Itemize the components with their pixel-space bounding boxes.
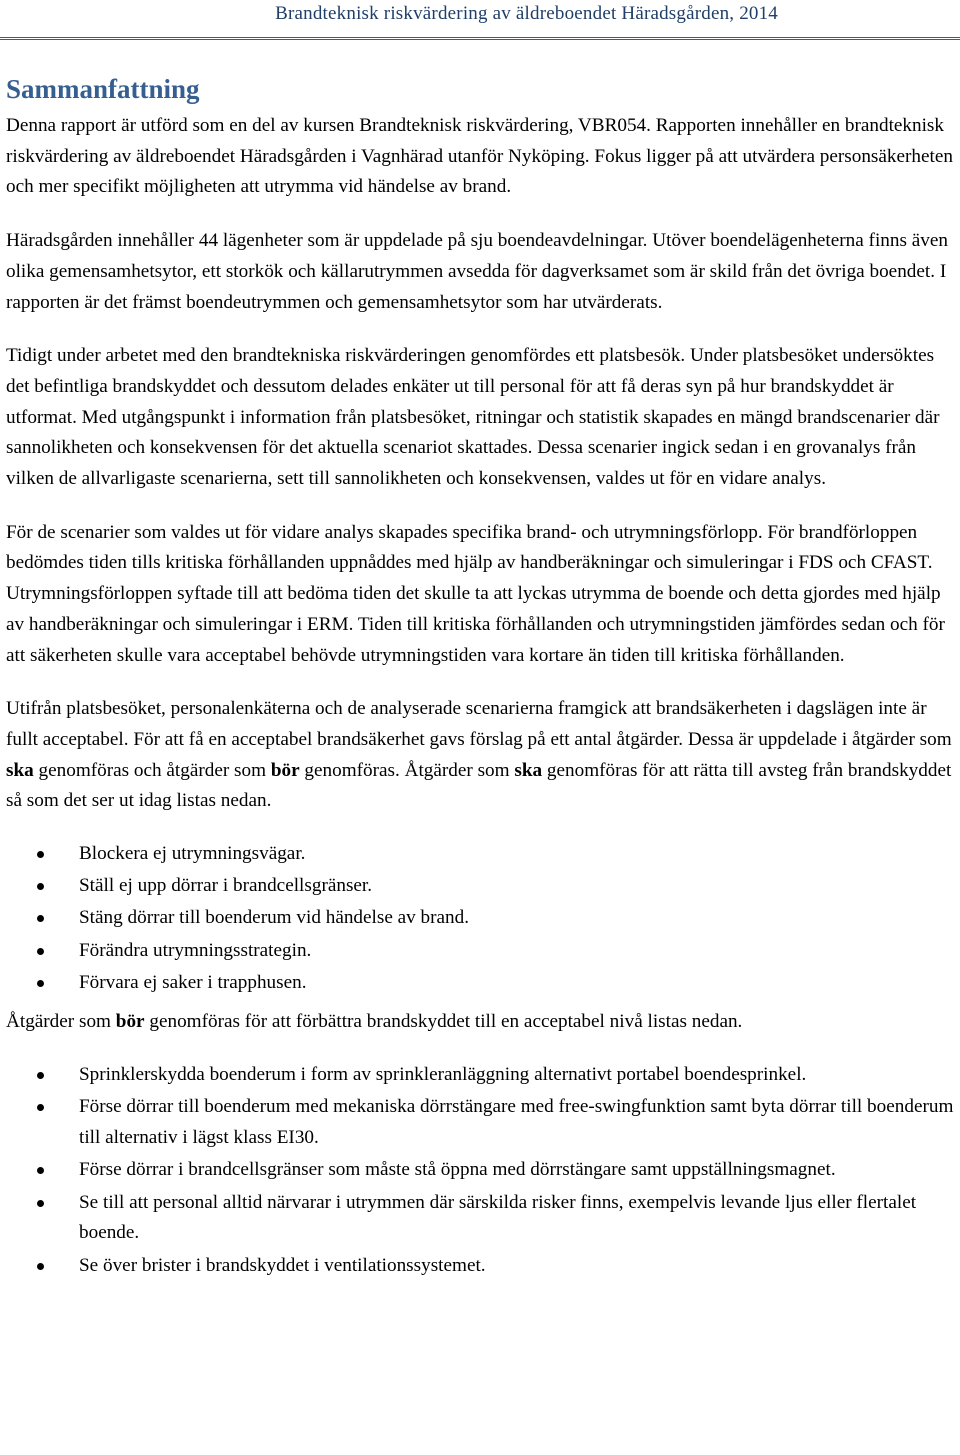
- paragraph-intro: Denna rapport är utförd som en del av kursen Brandteknisk riskvärdering, VBR054. Rapporten innehåller en brandteknisk riskvärdering av äldreboendet Häradsgården i Vagnhärad utanför Nyköping. Fokus ligger på att utvärdera personsäkerheten och mer specifikt möjligheten att utrymma vid händelse av brand.: [6, 115, 953, 198]
- bold-ska: ska: [6, 759, 34, 781]
- header-divider: [0, 37, 960, 40]
- bold-bor: bör: [115, 1010, 145, 1032]
- list-item-text: Förändra utrymningsstrategin.: [79, 939, 312, 961]
- text-segment: genomföras för att rätta till avsteg från brandskyddet så som det ser ut idag listas nedan.: [6, 759, 952, 812]
- bullet-icon: [37, 1167, 44, 1174]
- list-item: [6, 839, 956, 870]
- list-item-text: Förse dörrar i brandcellsgränser som måste stå öppna med dörrstängare samt uppställningsmagnet.: [79, 1159, 836, 1181]
- bullet-icon: [37, 980, 44, 987]
- list-item: [6, 968, 956, 999]
- list-item-text: Se till att personal alltid närvarar i utrymmen där särskilda risker finns, exempelvis levande ljus eller flertalet boende.: [79, 1191, 917, 1244]
- page-header: Brandteknisk riskvärdering av äldreboendet Häradsgården, 2014: [275, 3, 778, 24]
- bullet-icon: [37, 915, 44, 922]
- bullet-list-ska: [6, 839, 956, 999]
- list-item: [6, 1155, 956, 1186]
- paragraph-measures: [6, 694, 956, 817]
- paragraph-site-visit: Tidigt under arbetet med den brandtekniska riskvärderingen genomfördes ett platsbesök. Under platsbesöket undersöktes det befintliga brandskyddet och dessutom delades enkäter ut till personal för att få deras syn på hur brandskyddet är utformat. Med utgångspunkt i information från platsbesöket, ritningar och statistik skapades en mängd brandscenarier där sannolikheten och konsekvensen för det aktuella scenariot skattades. Dessa scenarier ingick sedan i en grovanalys från vilken de allvarligaste scenarierna, sett till sannolikheten och konsekvensen, valdes ut för en vidare analys.: [6, 345, 940, 490]
- paragraph-recommendations: [6, 1007, 956, 1038]
- bullet-icon: [37, 1104, 44, 1111]
- list-item: [6, 1060, 956, 1091]
- list-item-text: Blockera ej utrymningsvägar.: [79, 843, 306, 865]
- text-segment: genomföras och åtgärder som: [33, 759, 271, 781]
- bold-bor: bör: [270, 759, 300, 781]
- bullet-list-bor: [6, 1060, 956, 1281]
- text-segment: Åtgärder som: [6, 1010, 116, 1032]
- section-heading: Sammanfattning: [6, 74, 200, 104]
- text-segment: genomföras för att förbättra brandskyddet till en acceptabel nivå listas nedan.: [144, 1010, 743, 1032]
- list-item-text: Sprinklerskydda boenderum i form av sprinkleranläggning alternativt portabel boendesprinkel.: [79, 1064, 807, 1086]
- bullet-icon: [37, 883, 44, 890]
- bold-ska: ska: [514, 759, 543, 781]
- list-item: [6, 903, 956, 934]
- bullet-icon: [37, 948, 44, 955]
- list-item-text: Förse dörrar till boenderum med mekaniska dörrstängare med free-swingfunktion samt byta dörrar till boenderum till alternativ i lägst klass EI30.: [79, 1096, 954, 1149]
- list-item: [6, 1092, 956, 1153]
- list-item: [6, 1188, 956, 1249]
- bullet-icon: [37, 851, 44, 858]
- paragraph-scenarios: För de scenarier som valdes ut för vidare analys skapades specifika brand- och utrymningsförlopp. För brandförloppen bedömdes tiden tills kritiska förhållanden uppnåddes med hjälp av handberäkningar och simuleringar i FDS och CFAST. Utrymningsförloppen syftade till att bedöma tiden det skulle ta att lyckas utrymma de boende och detta gjordes med hjälp av handberäkningar och simuleringar i ERM. Tiden till kritiska förhållanden och utrymningstiden jämfördes sedan och för att säkerheten skulle vara acceptabel behövde utrymningstiden vara kortare än tiden till kritiska förhållanden.: [6, 521, 945, 666]
- list-item-text: Förvara ej saker i trapphusen.: [79, 971, 307, 993]
- list-item-text: Ställ ej upp dörrar i brandcellsgränser.: [79, 875, 373, 897]
- list-item-text: Stäng dörrar till boenderum vid händelse av brand.: [79, 907, 470, 929]
- paragraph-building: Häradsgården innehåller 44 lägenheter som är uppdelade på sju boendeavdelningar. Utöver boendelägenheterna finns även olika gemensamhetsytor, ett storkök och källarutrymmen avsedda för dagverksamet som är skild från det övriga boendet. I rapporten är det främst boendeutrymmen och gemensamhetsytor som har utvärderats.: [6, 230, 948, 313]
- bullet-icon: [37, 1200, 44, 1207]
- list-item: [6, 1251, 956, 1282]
- document-body: [6, 111, 956, 1289]
- text-segment: genomföras. Åtgärder som: [299, 759, 515, 781]
- list-item: [6, 871, 956, 902]
- text-segment: Utifrån platsbesöket, personalenkäterna och de analyserade scenarierna framgick att brandsäkerheten i dagslägen inte är fullt acceptabel. För att få en acceptabel brandsäkerhet gavs förslag på ett antal åtgärder. Dessa är uppdelade i åtgärder som: [6, 698, 952, 750]
- bullet-icon: [37, 1263, 44, 1270]
- list-item: [6, 936, 956, 967]
- list-item-text: Se över brister i brandskyddet i ventilationssystemet.: [79, 1254, 486, 1276]
- bullet-icon: [37, 1072, 44, 1079]
